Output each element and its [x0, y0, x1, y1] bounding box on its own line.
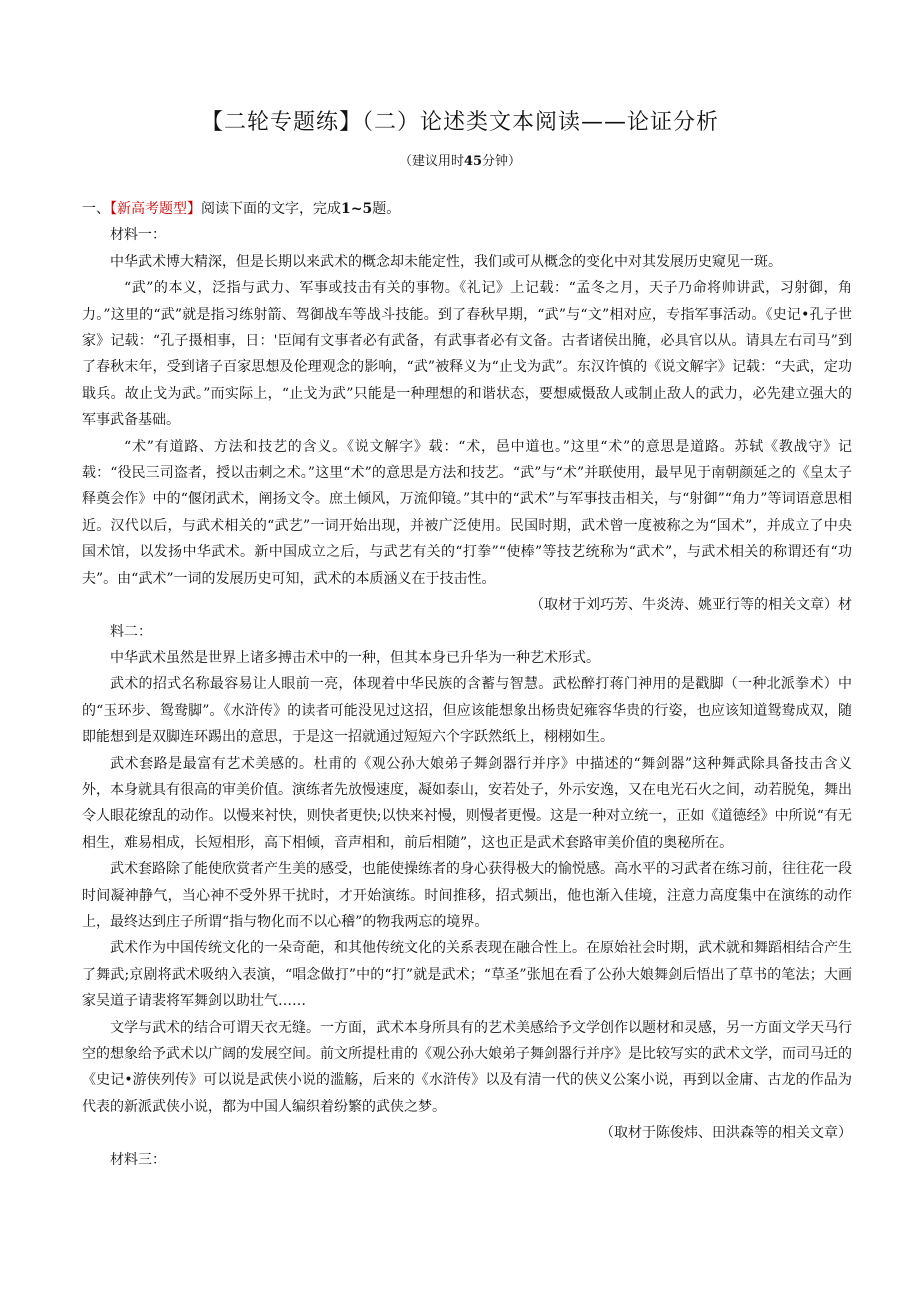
time-suggestion: [0, 150, 920, 169]
instruction-prefix: 阅读下面的文字，完成: [201, 201, 341, 217]
material-1-paragraph: “武”的本义，泛指与武力、军事或技击有关的事物。《礼记》上记载：“孟冬之月，天子乃命将帅讲武，习射御，角力。”这里的“武”就是指习练射箭、驾御战车等战斗技能。到了春秋早期，“武”与“文”相对应，专指军事活动。《史记•孔子世家》记载：“孔子摄相事，日：'臣闻有文事者必有武备，有武事者必有文备。古者诸侯出腌，必具官以从。请具左右司马”到了春秋末年，受到诸子百家思想及伦理观念的影响，“武”被释义为“止戈为武”。东汉许慎的《说文解字》记载：“夫武，定功戢兵。故止戈为武。”而实际上，“止戈为武”只能是一种理想的和谐状态，要想威慑敌人或制止敌人的武力，必先建立强大的军事武备基础。: [82, 280, 852, 429]
document-body: [82, 196, 852, 1173]
question-heading: [82, 196, 852, 222]
page-title: 【二轮专题练】（二）论述类文本阅读——论证分析: [200, 110, 719, 135]
material-1-paragraph: “术”有道路、方法和技艺的含义。《说文解字》载：“术，邑中道也。”这里“术”的意思是道路。苏轼《教战守》记载：“役民三司盗者，授以击刺之术。”这里“术”的意思是方法和技艺。“武”与“术”并联使用，最早见于南朝颜延之的《皇太子释奠会作》中的“偃闭武术，阐扬文令。庶土倾风，万流仰镜。”其中的“武术”与军事技击相关，与“射御”“角力”等词语意思相近。汉代以后，与武术相关的“武艺”一词开始出现，并被广泛使用。民国时期，武术曾一度被称之为“国术”，并成立了中央国术馆，以发扬中华武术。新中国成立之后，与武艺有关的“打拳”“使棒”等技艺统称为“武术”，与武术相关的称谓还有“功夫”。由“武术”一词的发展历史可知，武术的本质涵义在于技击性。: [82, 438, 852, 587]
material-2-paragraph: 中华武术虽然是世界上诸多搏击术中的一种，但其本身已升华为一种艺术形式。: [110, 649, 600, 666]
material-2-paragraph: 武术套路是最富有艺术美感的。杜甫的《观公孙大娘弟子舞剑器行并序》中描述的“舞剑器”这种舞武除具备技击含义外，本身就具有很高的审美价值。演练者先放慢速度，凝如泰山，安若处子，外示安逸，又在电光石火之间，动若脱兔，舞出令人眼花缭乱的动作。以慢来衬快，则快者更快;以快来衬慢，则慢者更慢。这是一种对立统一，正如《道德经》中所说“有无相生，难易相成，长短相形，高下相倾，音声相和，前后相随”，这也正是武术套路审美价值的奥秘所在。: [82, 755, 852, 851]
instruction-suffix: 题。: [372, 201, 401, 217]
time-minutes: 45: [463, 154, 483, 169]
material-1-label: 材料一：: [110, 227, 166, 244]
question-range: 1~5: [341, 201, 373, 217]
time-prefix: （建议用时: [398, 154, 464, 169]
material-2-paragraph: 武术的招式名称最容易让人眼前一亮，体现着中华民族的含蓄与智慧。武松醉打蒋门神用的是戳脚（一种北派拳术）中的“玉环步、鸳鸯脚”。《水浒传》的读者可能没见过这招，但应该能想象出杨贵妃雍容华贵的行姿，也应该知道鸳鸯成双，随即能想到是双脚连环踢出的意思，于是这一招就通过短短六个字跃然纸上，栩栩如生。: [82, 676, 852, 746]
material-1-source: （取材于刘巧芳、牛炎涛、姚亚行等的相关文章）材: [530, 597, 852, 614]
material-2-paragraph: 武术套路除了能使欣赏者产生美的感受，也能使操练者的身心获得极大的愉悦感。高水平的习武者在练习前，往往花一段时间凝神静气，当心神不受外界干扰时，才开始演练。时间推移，招式频出，他也渐入佳境，注意力高度集中在演练的动作上，最终达到庄子所谓“指与物化而不以心稽”的物我两忘的境界。: [82, 861, 852, 930]
material-2-paragraph: 文学与武术的结合可谓天衣无缝。一方面，武术本身所具有的艺术美感给予文学创作以题材和灵感，另一方面文学天马行空的想象给予武术以广阔的发展空间。前文所提杜甫的《观公孙大娘弟子舞剑器行并序》是比较写实的武术文学，而司马迁的《史记•游侠列传》可以说是武侠小说的滥觞，后来的《水浒传》以及有清一代的侠义公案小说，再到以金庸、古龙的作品为代表的新派武侠小说，都为中国人编织着纷繁的武侠之梦。: [82, 1019, 852, 1115]
material-2-source: （取材于陈俊炜、田洪森等的相关文章）: [600, 1125, 852, 1142]
question-number: 一、: [82, 201, 110, 217]
material-2-label: 料二：: [110, 623, 152, 640]
time-suffix: 分钟）: [482, 154, 522, 169]
material-1-paragraph: 中华武术博大精深，但是长期以来武术的概念却未能定性，我们或可从概念的变化中对其发展历史窥见一斑。: [110, 253, 782, 270]
question-type-tag: 【新高考题型】: [110, 201, 201, 217]
material-3-label: 材料三：: [110, 1151, 166, 1168]
material-2-paragraph: 武术作为中国传统文化的一朵奇葩，和其他传统文化的关系表现在融合性上。在原始社会时期，武术就和舞蹈相结合产生了舞武;京剧将武术吸纳入表演，“唱念做打”中的“打”就是武术；“草圣”张旭在看了公孙大娘舞剑后悟出了草书的笔法；大画家吴道子请裴将军舞剑以助壮气……: [82, 940, 852, 1010]
